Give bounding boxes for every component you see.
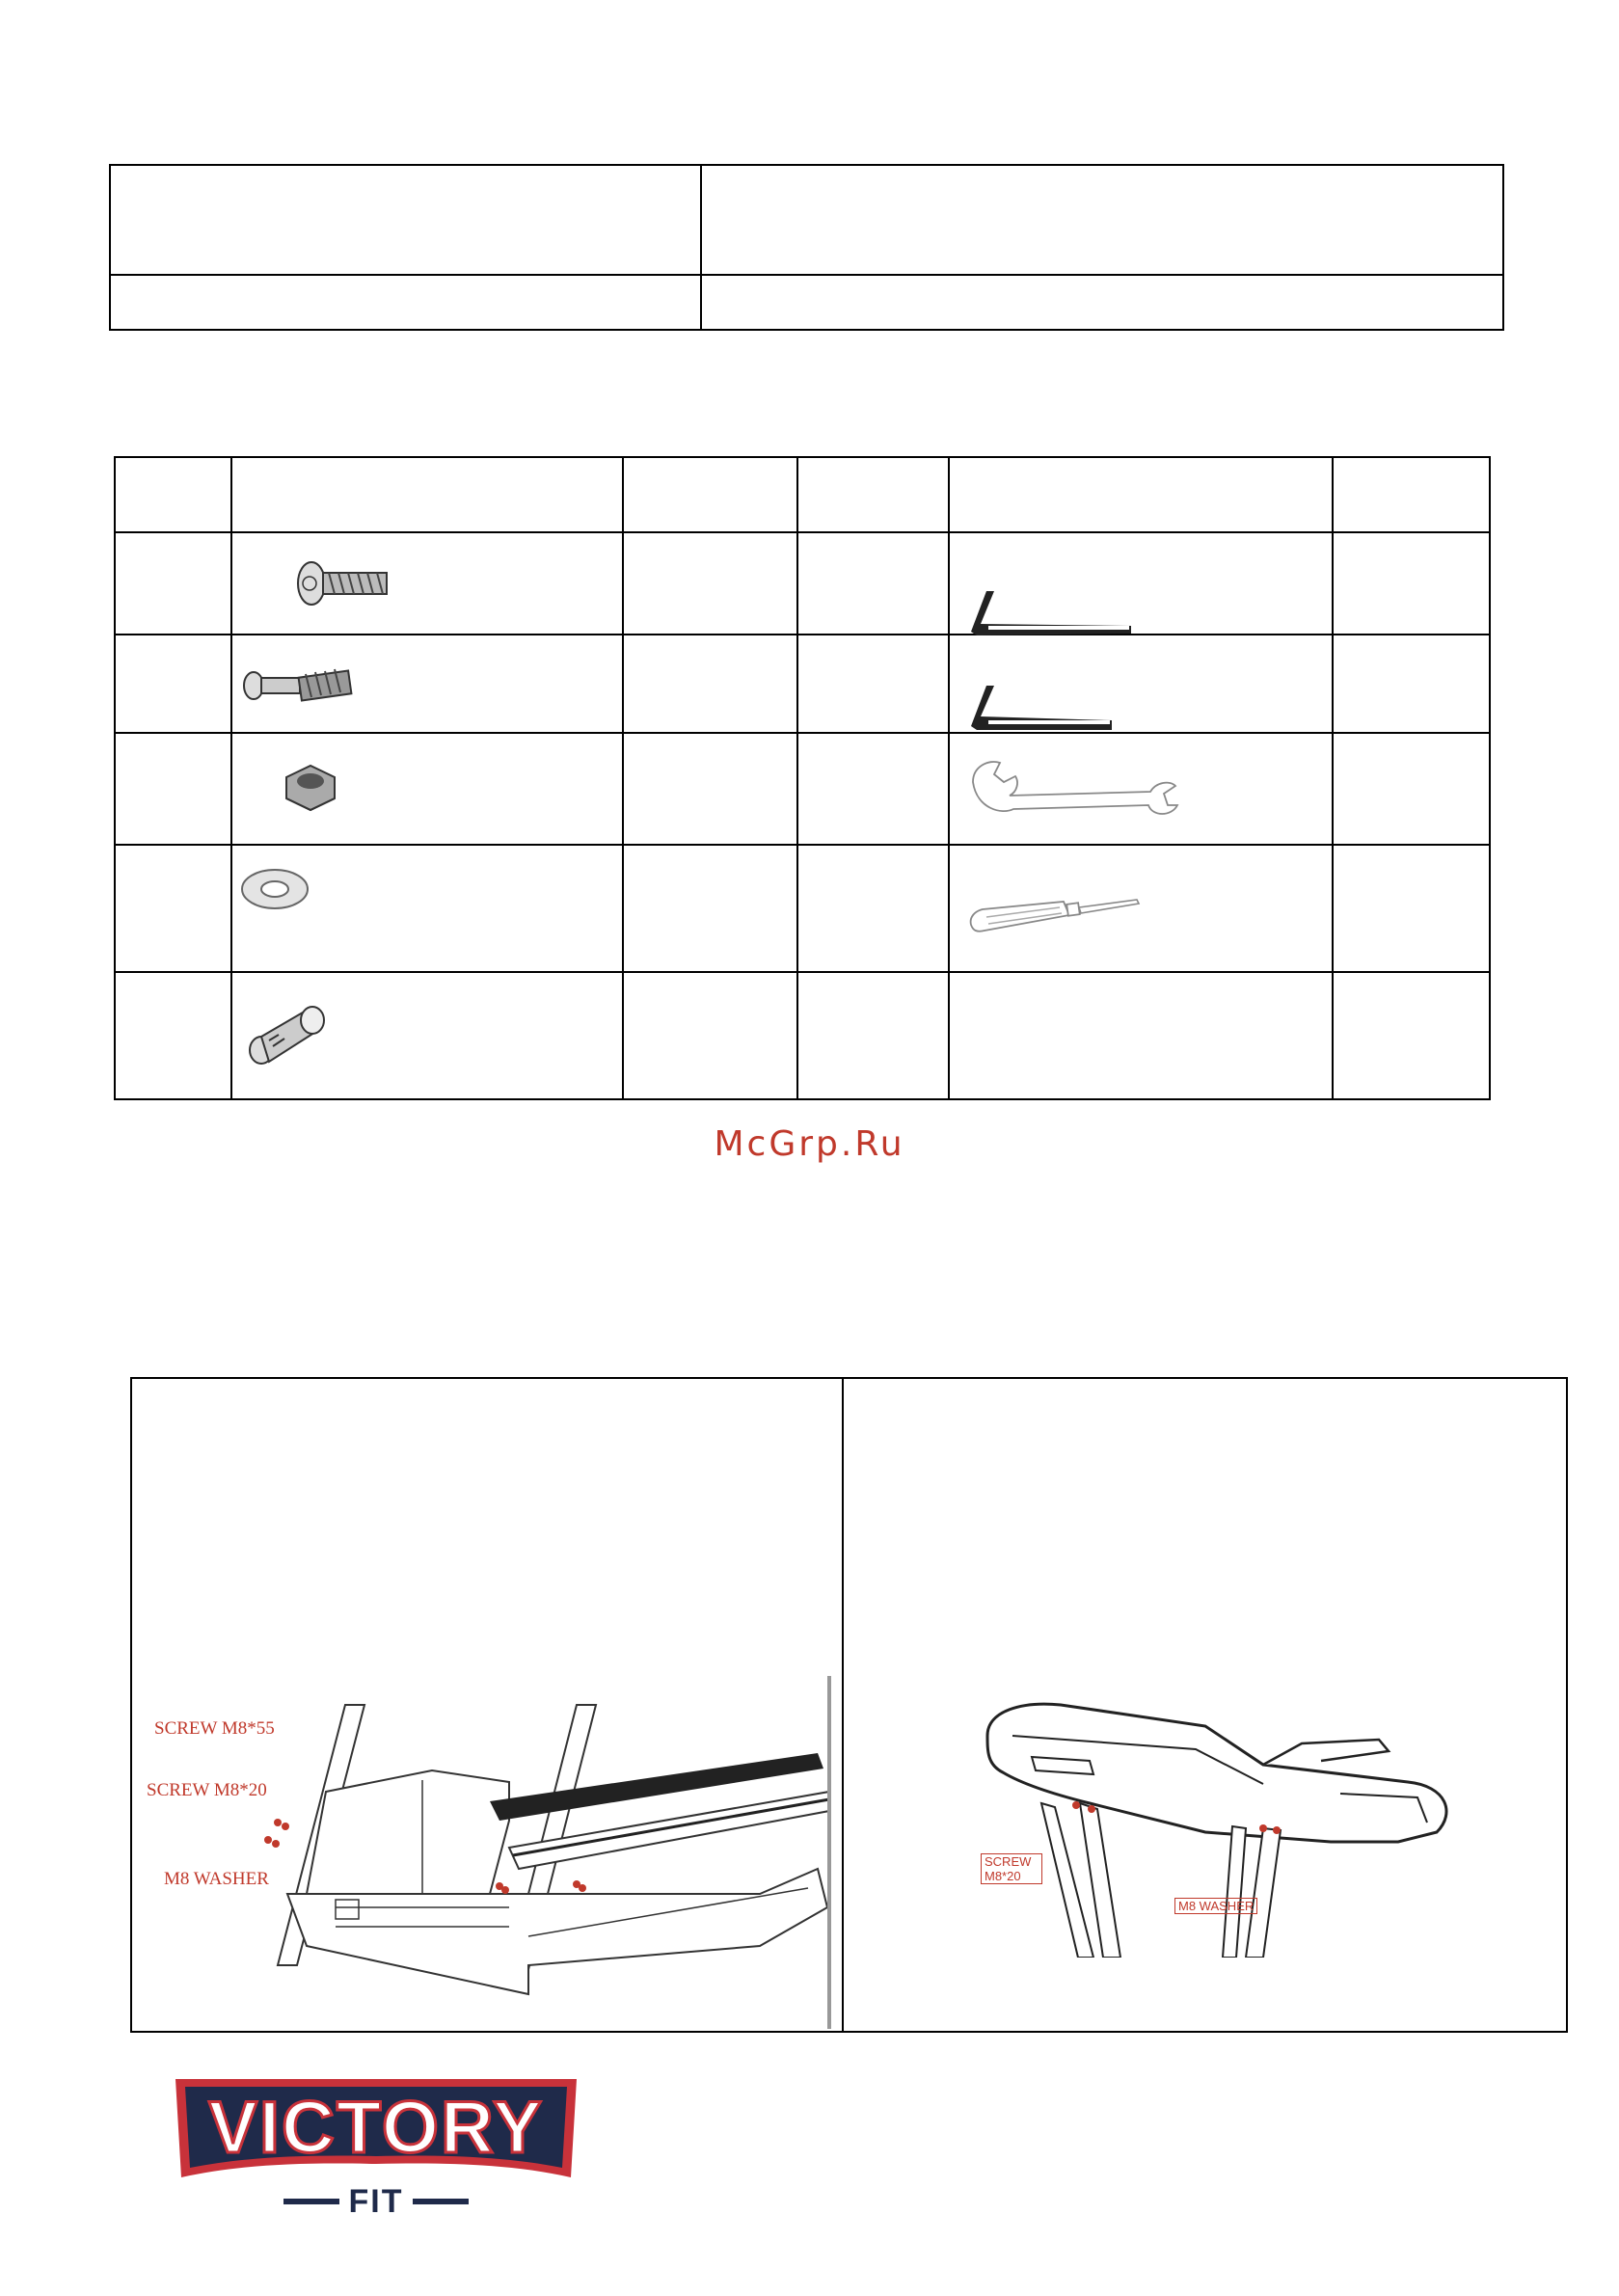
table-row (115, 733, 1490, 845)
parts-header-row (115, 457, 1490, 532)
spacer-bushing-icon (240, 992, 346, 1079)
callout-right-screw-line2: M8*20 (985, 1869, 1021, 1883)
callout-right-m8-washer: M8 WASHER (1174, 1898, 1257, 1914)
screwdriver-icon (967, 892, 1160, 940)
svg-text:VICTORY: VICTORY (208, 2087, 544, 2169)
victory-fit-logo (172, 2071, 580, 2226)
svg-text:FIT: FIT (348, 2183, 404, 2220)
callout-m8-washer: M8 WASHER (164, 1869, 269, 1889)
right-console-figure (974, 1697, 1475, 1958)
callout-right-screw-line1: SCREW (985, 1854, 1032, 1869)
watermark-text: McGrp.Ru (714, 1124, 905, 1164)
table-row (115, 635, 1490, 733)
hex-key-small-icon (967, 680, 1141, 738)
parts-table (114, 456, 1491, 1100)
header-table (109, 164, 1504, 331)
header-cell-4 (701, 275, 1503, 330)
long-screw-icon (238, 655, 364, 713)
table-row (115, 972, 1490, 1099)
callout-screw-m8-55: SCREW M8*55 (154, 1718, 275, 1739)
header-cell-2 (701, 165, 1503, 275)
figure-divider (842, 1377, 844, 2033)
callout-right-screw (981, 1853, 1042, 1884)
table-row (115, 532, 1490, 635)
button-head-screw-icon (290, 550, 406, 617)
callout-screw-m8-20: SCREW M8*20 (147, 1780, 267, 1800)
lock-nut-icon (277, 760, 344, 818)
header-cell-3 (110, 275, 701, 330)
header-cell-1 (110, 165, 701, 275)
table-row (115, 845, 1490, 972)
washer-icon (236, 860, 313, 918)
open-end-wrench-icon (967, 753, 1179, 821)
